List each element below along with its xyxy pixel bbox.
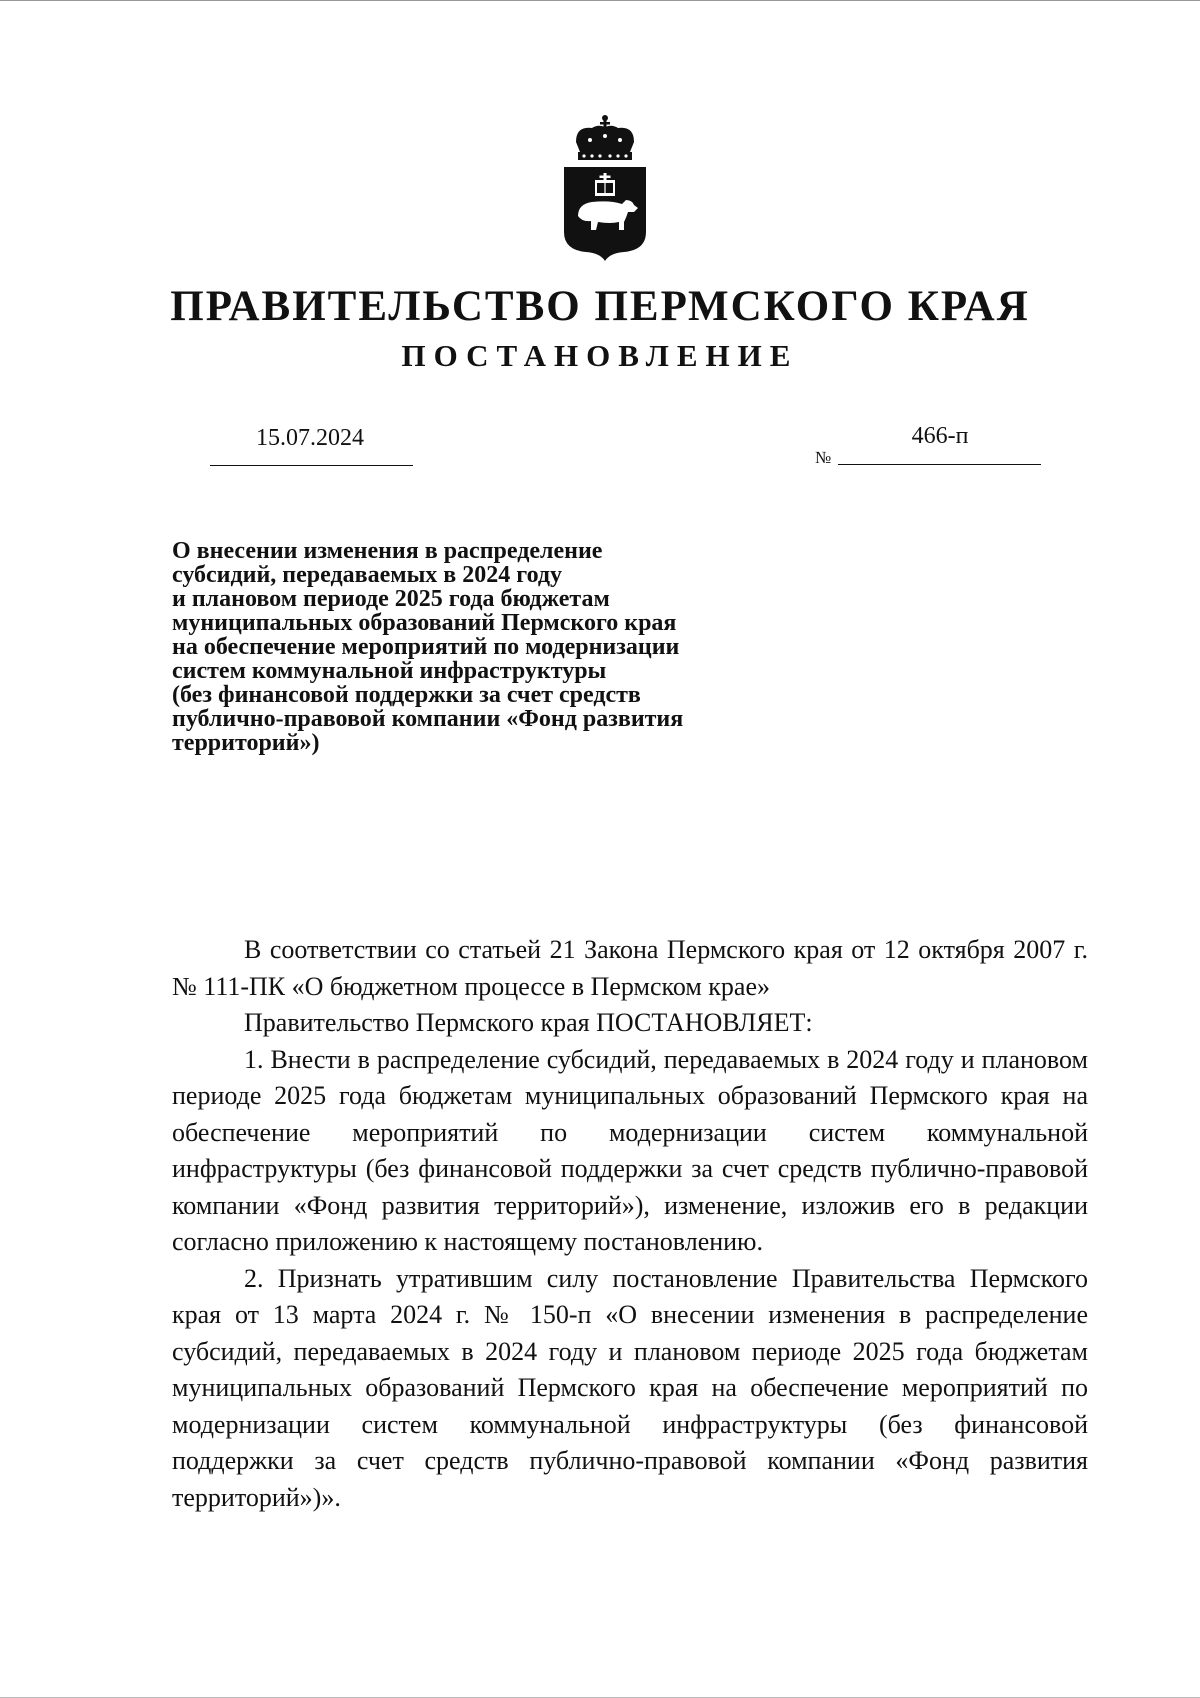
scan-top-edge — [0, 0, 1200, 1]
coat-of-arms-icon — [562, 112, 648, 262]
number-underline — [838, 464, 1041, 465]
document-type: ПОСТАНОВЛЕНИЕ — [401, 338, 799, 373]
document-body — [172, 932, 1088, 1516]
item-1-paragraph: 1. Внести в распределение субсидий, передаваемых в 2024 году и плановом периоде 2025 года бюджетам муниципальных образований Пермского края на обеспечение мероприятий по модернизации систем коммунальной инфраструктуры (без финансовой поддержки за счет средств публично-правовой компании «Фонд развития территорий»), изменение, изложив его в редакции согласно приложению к настоящему постановлению. — [172, 1044, 1088, 1256]
number-sign: № — [815, 448, 832, 467]
government-title: ПРАВИТЕЛЬСТВО ПЕРМСКОГО КРАЯ — [170, 283, 1030, 330]
document-subject: О внесении изменения в распределение субсидий, передаваемых в 2024 году и плановом периоде 2025 года бюджетам муниципальных образований Пермского края на обеспечение мероприятий по модернизации систем коммунальной инфраструктуры (без финансовой поддержки за счет средств публично-правовой компании «Фонд развития территорий») — [172, 538, 684, 756]
resolves-paragraph: Правительство Пермского края ПОСТАНОВЛЯЕТ: — [244, 1008, 813, 1037]
document-date: 15.07.2024 — [256, 425, 364, 451]
date-underline — [210, 465, 413, 466]
document-number: 466-п — [911, 423, 969, 449]
preamble-paragraph: В соответствии со статьей 21 Закона Пермского края от 12 октября 2007 г. № 111-ПК «О бюджетном процессе в Пермском крае» — [172, 935, 1088, 1001]
item-2-paragraph: 2. Признать утратившим силу постановление Правительства Пермского края от 13 марта 2024 г. № 150-п «О внесении изменения в распределение субсидий, передаваемых в 2024 году и плановом периоде 2025 года бюджетам муниципальных образований Пермского края на обеспечение мероприятий по модернизации систем коммунальной инфраструктуры (без финансовой поддержки за счет средств публично-правовой компании «Фонд развития территорий»)». — [172, 1263, 1088, 1512]
